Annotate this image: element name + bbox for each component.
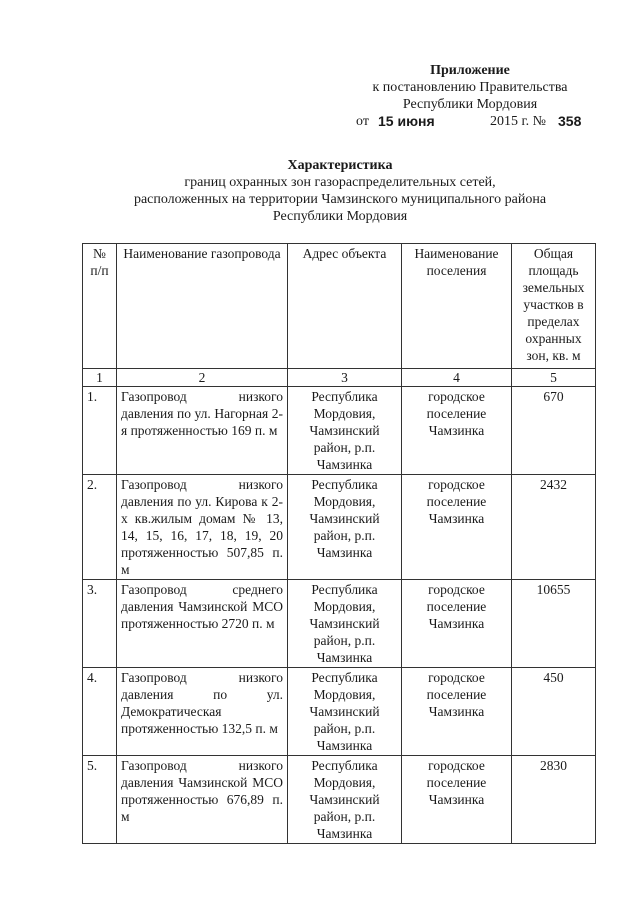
- settlement-name: городское поселение Чамзинка: [402, 580, 512, 668]
- column-number: 1: [83, 369, 117, 387]
- settlement-name: городское поселение Чамзинка: [402, 668, 512, 756]
- header-cell: Общая площадь земельных участков в пределах охранных зон, кв. м: [512, 244, 596, 369]
- table-row: [83, 668, 596, 756]
- table-row: [83, 387, 596, 475]
- zone-area: 10655: [512, 580, 596, 668]
- appendix-title: Приложение: [430, 63, 510, 78]
- settlement-name: городское поселение Чамзинка: [402, 756, 512, 844]
- order-number: 358: [558, 113, 582, 129]
- column-number-row: [83, 369, 596, 387]
- column-number: 3: [288, 369, 402, 387]
- pipeline-name: Газопровод низкого давления по ул. Кирова к 2-х кв.жилым домам № 13, 14, 15, 16, 17, 18, 19, 20 протяженностью 507,85 п. м: [117, 475, 288, 580]
- zone-area: 670: [512, 387, 596, 475]
- header-cell: Наименование газопровода: [117, 244, 288, 369]
- object-address: Республика Мордовия, Чамзинский район, р.п. Чамзинка: [288, 756, 402, 844]
- object-address: Республика Мордовия, Чамзинский район, р.п. Чамзинка: [288, 475, 402, 580]
- year-text: 2015 г. №: [490, 114, 547, 129]
- pipeline-name: Газопровод среднего давления Чамзинской МСО протяженностью 2720 п. м: [117, 580, 288, 668]
- appendix-line-2: Республики Мордовия: [402, 97, 538, 112]
- header-cell: Адрес объекта: [288, 244, 402, 369]
- date-prefix: от: [356, 114, 369, 129]
- header-cell: Наименование поселения: [402, 244, 512, 369]
- title-heading: Характеристика: [287, 158, 393, 173]
- column-number: 5: [512, 369, 596, 387]
- appendix-line-1: к постановлению Правительства: [372, 80, 568, 95]
- title-line-3: Республики Мордовия: [272, 209, 408, 224]
- column-number: 4: [402, 369, 512, 387]
- table-row: [83, 756, 596, 844]
- settlement-name: городское поселение Чамзинка: [402, 475, 512, 580]
- appendix-date-line: [350, 113, 590, 130]
- appendix-block: [350, 62, 590, 130]
- pipeline-name: Газопровод низкого давления по ул. Нагорная 2-я протяженностью 169 п. м: [117, 387, 288, 475]
- document-title: [60, 157, 620, 225]
- table-row: [83, 475, 596, 580]
- column-number: 2: [117, 369, 288, 387]
- table-row: [83, 580, 596, 668]
- row-number: 5.: [83, 756, 117, 844]
- pipeline-name: Газопровод низкого давления по ул. Демократическая протяженностью 132,5 п. м: [117, 668, 288, 756]
- row-number: 3.: [83, 580, 117, 668]
- row-number: 2.: [83, 475, 117, 580]
- settlement-name: городское поселение Чамзинка: [402, 387, 512, 475]
- object-address: Республика Мордовия, Чамзинский район, р.п. Чамзинка: [288, 387, 402, 475]
- title-line-1: границ охранных зон газораспределительных сетей,: [184, 175, 496, 190]
- zones-table: [82, 243, 596, 844]
- date-handwritten: 15 июня: [378, 113, 435, 129]
- zone-area: 450: [512, 668, 596, 756]
- object-address: Республика Мордовия, Чамзинский район, р.п. Чамзинка: [288, 668, 402, 756]
- table-header-row: [83, 244, 596, 369]
- pipeline-name: Газопровод низкого давления Чамзинской МСО протяженностью 676,89 п. м: [117, 756, 288, 844]
- title-line-2: расположенных на территории Чамзинского муниципального района: [133, 192, 547, 207]
- object-address: Республика Мордовия, Чамзинский район, р.п. Чамзинка: [288, 580, 402, 668]
- zone-area: 2432: [512, 475, 596, 580]
- row-number: 4.: [83, 668, 117, 756]
- zone-area: 2830: [512, 756, 596, 844]
- header-cell: № п/п: [83, 244, 117, 369]
- row-number: 1.: [83, 387, 117, 475]
